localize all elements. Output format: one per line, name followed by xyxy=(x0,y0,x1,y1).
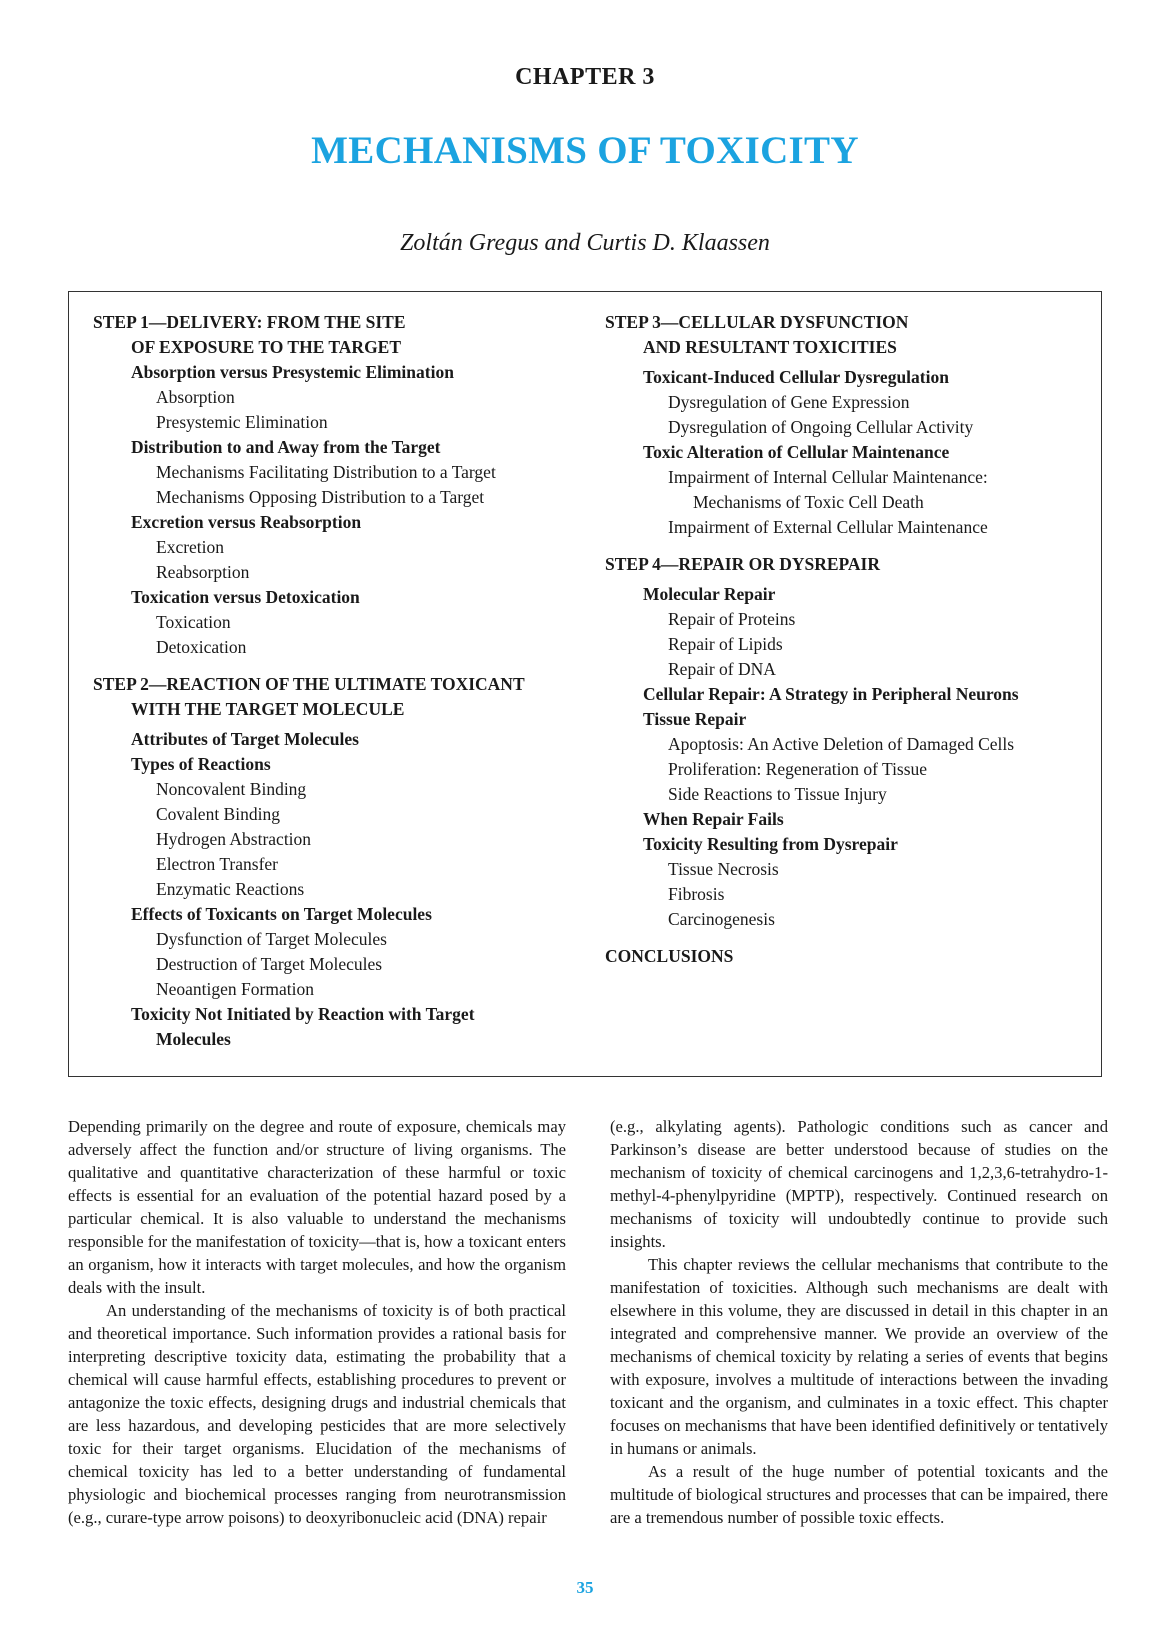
outline-subsection: Mechanisms of Toxic Cell Death xyxy=(693,492,924,512)
outline-section: Types of Reactions xyxy=(131,754,271,774)
outline-subsection: Repair of DNA xyxy=(668,659,776,679)
outline-subsection: Apoptosis: An Active Deletion of Damaged Cells xyxy=(668,734,1015,754)
body-right-column xyxy=(610,1115,1108,1529)
outline-step-heading: STEP 1—DELIVERY: FROM THE SITE xyxy=(93,312,406,332)
outline-subsection: Detoxication xyxy=(156,637,247,657)
outline-section: Tissue Repair xyxy=(643,709,747,729)
outline-subsection: Proliferation: Regeneration of Tissue xyxy=(668,759,928,779)
outline-section: Distribution to and Away from the Target xyxy=(131,437,441,457)
outline-subsection: Tissue Necrosis xyxy=(668,859,779,879)
outline-subsection: Side Reactions to Tissue Injury xyxy=(668,784,887,804)
outline-subsection: Impairment of Internal Cellular Maintenance: xyxy=(668,467,988,487)
outline-section: Cellular Repair: A Strategy in Peripheral Neurons xyxy=(643,684,1019,704)
outline-step-heading: WITH THE TARGET MOLECULE xyxy=(131,699,405,719)
page-number: 35 xyxy=(576,1578,594,1597)
body-paragraph: This chapter reviews the cellular mechanisms that contribute to the manifestation of toxicities. Although such mechanisms are dealt with elsewhere in this volume, they are discussed in detail in this chapter in an integrated and comprehensive manner. We provide an overview of the mechanisms of chemical toxicity by relating a series of events that begins with exposure, involves a multitude of interactions between the invading toxicant and the organism, and culminates in a toxic effect. This chapter focuses on mechanisms that have been identified definitively or tentatively in humans or animals. xyxy=(610,1255,1108,1458)
outline-section: Effects of Toxicants on Target Molecules xyxy=(131,904,432,924)
chapter-outline xyxy=(68,291,1102,1077)
body-paragraph: (e.g., alkylating agents). Pathologic conditions such as cancer and Parkinson’s disease are better understood because of studies on the mechanism of toxicity of chemical carcinogens and 1,2,3,6-tetrahydro-1-methyl-4-phenylpyridine (MPTP), respectively. Continued research on mechanisms of toxicity will undoubtedly continue to provide such insights. xyxy=(610,1117,1108,1251)
outline-section: Molecular Repair xyxy=(643,584,776,604)
outline-subsection: Electron Transfer xyxy=(156,854,278,874)
outline-section: Toxication versus Detoxication xyxy=(131,587,360,607)
outline-section: Toxicant-Induced Cellular Dysregulation xyxy=(643,367,949,387)
outline-section: Excretion versus Reabsorption xyxy=(131,512,362,532)
outline-subsection: Dysregulation of Ongoing Cellular Activity xyxy=(668,417,974,437)
outline-subsection: Mechanisms Opposing Distribution to a Target xyxy=(156,487,485,507)
outline-step-heading: STEP 4—REPAIR OR DYSREPAIR xyxy=(605,554,881,574)
outline-step-heading: STEP 3—CELLULAR DYSFUNCTION xyxy=(605,312,909,332)
outline-step-heading: AND RESULTANT TOXICITIES xyxy=(643,337,897,357)
authors: Zoltán Gregus and Curtis D. Klaassen xyxy=(400,230,770,256)
outline-step-heading: STEP 2—REACTION OF THE ULTIMATE TOXICANT xyxy=(93,674,525,694)
outline-section: Attributes of Target Molecules xyxy=(131,729,359,749)
body-paragraph: Depending primarily on the degree and route of exposure, chemicals may adversely affect the function and/or structure of living organisms. The qualitative and quantitative characterization of these harmful or toxic effects is essential for an evaluation of the potential hazard posed by a particular chemical. It is also valuable to understand the mechanisms responsible for the manifestation of toxicity—that is, how a toxicant enters an organism, how it interacts with target molecules, and how the organism deals with the insult. xyxy=(68,1117,566,1297)
outline-section: Toxicity Resulting from Dysrepair xyxy=(643,834,898,854)
outline-subsection: Reabsorption xyxy=(156,562,250,582)
outline-subsection: Destruction of Target Molecules xyxy=(156,954,383,974)
outline-subsection: Enzymatic Reactions xyxy=(156,879,305,899)
body-paragraph: An understanding of the mechanisms of toxicity is of both practical and theoretical importance. Such information provides a rational basis for interpreting descriptive toxicity data, estimating the probability that a chemical will cause harmful effects, establishing procedures to prevent or antagonize the toxic effects, designing drugs and industrial chemicals that are less hazardous, and developing pesticides that are more selectively toxic for their target organisms. Elucidation of the mechanisms of chemical toxicity has led to a better understanding of fundamental physiologic and biochemical processes ranging from neurotransmission (e.g., curare-type arrow poisons) to deoxyribonucleic acid (DNA) repair xyxy=(68,1301,566,1527)
body-paragraph: As a result of the huge number of potential toxicants and the multitude of biological structures and processes that can be impaired, there are a tremendous number of possible toxic effects. xyxy=(610,1462,1108,1527)
outline-step-heading: OF EXPOSURE TO THE TARGET xyxy=(131,337,402,357)
outline-section: Toxic Alteration of Cellular Maintenance xyxy=(643,442,950,462)
outline-subsection: Noncovalent Binding xyxy=(156,779,307,799)
body-left-column xyxy=(68,1115,566,1529)
outline-subsection: Dysfunction of Target Molecules xyxy=(156,929,387,949)
outline-subsection: Mechanisms Facilitating Distribution to a Target xyxy=(156,462,496,482)
outline-section: Absorption versus Presystemic Elimination xyxy=(131,362,454,382)
outline-section: Toxicity Not Initiated by Reaction with Target xyxy=(131,1004,475,1024)
outline-subsection: Toxication xyxy=(156,612,231,632)
outline-left-column xyxy=(93,310,573,1052)
chapter-label: CHAPTER 3 xyxy=(515,64,655,90)
outline-subsection: Excretion xyxy=(156,537,225,557)
chapter-title: MECHANISMS OF TOXICITY xyxy=(311,129,859,172)
outline-subsection: Hydrogen Abstraction xyxy=(156,829,312,849)
outline-subsection: Fibrosis xyxy=(668,884,725,904)
outline-subsection: Dysregulation of Gene Expression xyxy=(668,392,910,412)
outline-subsection: Carcinogenesis xyxy=(668,909,775,929)
outline-conclusions: CONCLUSIONS xyxy=(605,946,734,966)
outline-subsection: Impairment of External Cellular Maintenance xyxy=(668,517,988,537)
outline-section: Molecules xyxy=(156,1029,231,1049)
outline-subsection: Presystemic Elimination xyxy=(156,412,328,432)
outline-subsection: Covalent Binding xyxy=(156,804,280,824)
outline-subsection: Repair of Proteins xyxy=(668,609,796,629)
outline-subsection: Absorption xyxy=(156,387,235,407)
outline-subsection: Repair of Lipids xyxy=(668,634,783,654)
outline-right-column xyxy=(605,310,1085,969)
outline-section: When Repair Fails xyxy=(643,809,784,829)
outline-subsection: Neoantigen Formation xyxy=(156,979,314,999)
